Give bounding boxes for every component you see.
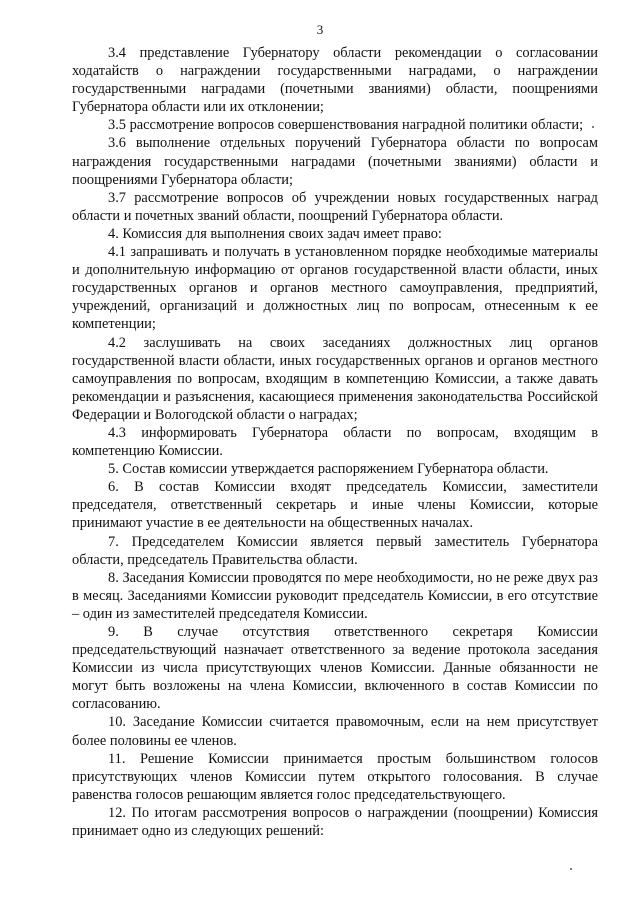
paragraph-6: 6. В состав Комиссии входят председатель Комиссии, заместители председателя, ответственный секретарь и иные члены Комиссии, которые принимают участие в ее деятельности на общественных началах.	[72, 479, 598, 532]
paragraph-3-4: 3.4 представление Губернатору области рекомендации о согласовании ходатайств о награждении государственными наградами, о награждении государственными наградами (почетными званиями) области, поощрениями Губернатора области или их отклонении;	[72, 45, 598, 116]
document-body	[72, 44, 598, 840]
paragraph-4-2: 4.2 заслушивать на своих заседаниях должностных лиц органов государственной власти области, иных государственных органов и органов местного самоуправления по вопросам, входящим в компетенцию Комиссии, а также давать рекомендации и разъяснения, касающиеся применения законодательства Российской Федерации и Вологодской области о наградах;	[72, 334, 598, 423]
scan-speck	[592, 126, 594, 128]
paragraph-4: 4. Комиссия для выполнения своих задач имеет право:	[108, 225, 442, 242]
paragraph-3-6: 3.6 выполнение отдельных поручений Губернатора области по вопросам награждения государственными наградами (почетными званиями) области и поощрениями Губернатора области;	[72, 135, 598, 188]
paragraph-3-7: 3.7 рассмотрение вопросов об учреждении новых государственных наград области и почетных званий области, поощрений Губернатора области.	[72, 189, 598, 224]
paragraph-12: 12. По итогам рассмотрения вопросов о награждении (поощрении) Комиссия принимает одно из следующих решений:	[72, 804, 598, 840]
paragraph-9: 9. В случае отсутствия ответственного секретаря Комиссии председательствующий назначает ответственного за ведение протокола заседания Комиссии из числа присутствующих членов Комиссии. Данные обязанности не могут быть возложены на члена Комиссии, включенного в состав Комиссии по согласованию.	[72, 624, 598, 713]
paragraph-4-3: 4.3 информировать Губернатора области по вопросам, входящим в компетенцию Комиссии.	[72, 424, 598, 460]
paragraph-5: 5. Состав комиссии утверждается распоряжением Губернатора области.	[108, 461, 549, 478]
paragraph-7: 7. Председателем Комиссии является первый заместитель Губернатора области, председатель Правительства области.	[72, 533, 598, 568]
paragraph-8: 8. Заседания Комиссии проводятся по мере необходимости, но не реже двух раз в месяц. Заседаниями Комиссии руководит председатель Комиссии, в его отсутствие – один из заместителей председателя Комиссии.	[72, 569, 598, 622]
paragraph-11: 11. Решение Комиссии принимается простым большинством голосов присутствующих членов Комиссии путем открытого голосования. В случае равенства голосов решающим является голос председательствующего.	[72, 750, 598, 803]
paragraph-4-1: 4.1 запрашивать и получать в установленном порядке необходимые материалы и дополнительную информацию от органов государственной власти области, иных государственных органов и органов местного самоуправления, предприятий, учреждений, организаций и должностных лиц по вопросам, отнесенным к ее компетенции;	[72, 244, 598, 333]
scan-speck	[570, 868, 572, 870]
paragraph-3-5: 3.5 рассмотрение вопросов совершенствования наградной политики области;	[108, 117, 584, 134]
paragraph-10: 10. Заседание Комиссии считается правомочным, если на нем присутствует более половины ее членов.	[72, 714, 598, 749]
page-number: 3	[316, 22, 324, 37]
